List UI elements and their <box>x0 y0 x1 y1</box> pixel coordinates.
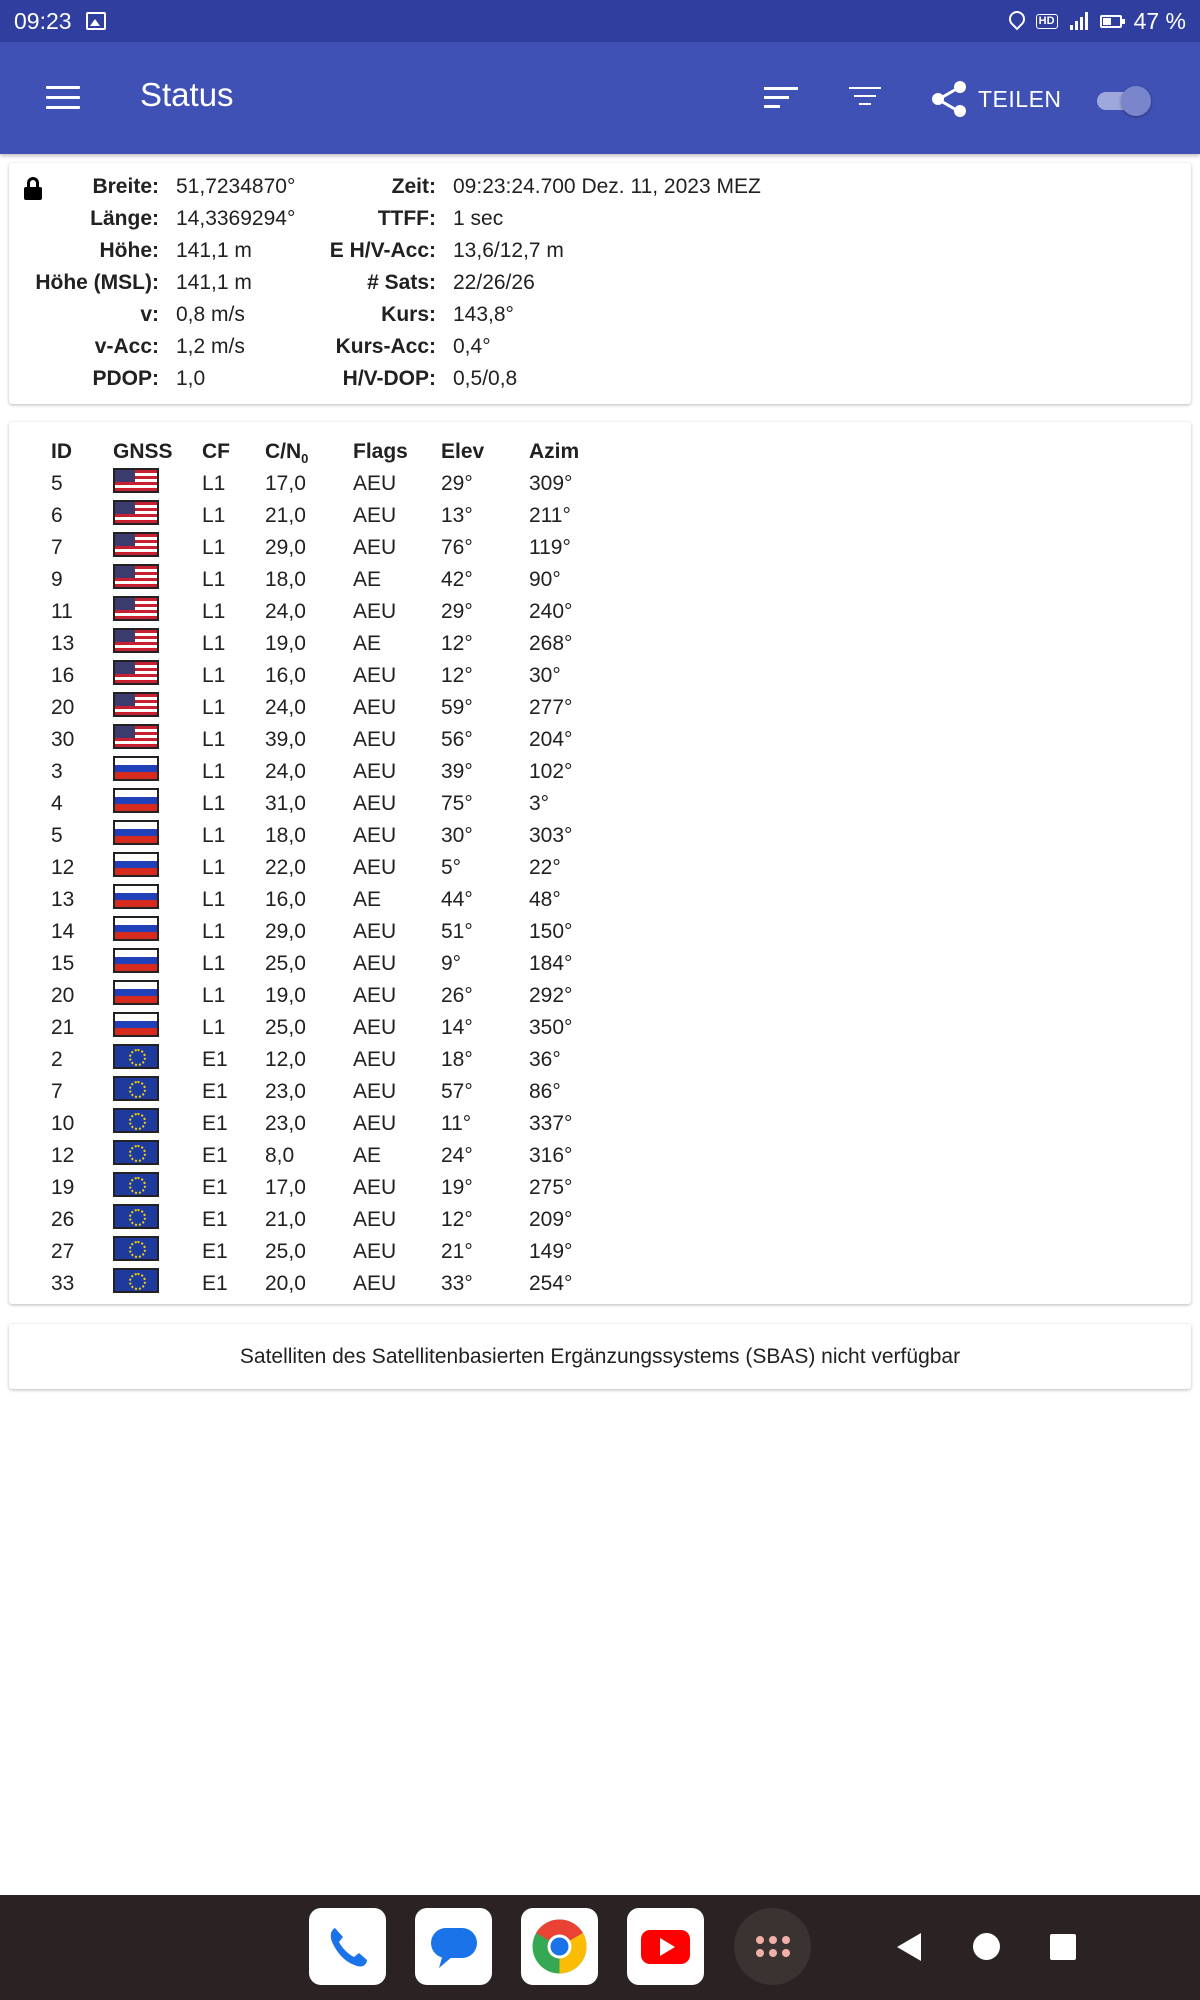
right-label: Kurs: <box>381 303 436 326</box>
cn0-value: 22,0 <box>265 856 306 879</box>
cn0-value: 24,0 <box>265 760 306 783</box>
cn0-value: 16,0 <box>265 888 306 911</box>
elevation-value: 12° <box>441 632 473 655</box>
elevation-value: 29° <box>441 472 473 495</box>
elevation-value: 76° <box>441 536 473 559</box>
right-value: 1 sec <box>453 207 504 230</box>
flags-value: AEU <box>353 536 397 559</box>
usa-flag-icon <box>113 692 159 717</box>
flags-value: AE <box>353 632 382 655</box>
satellite-id: 33 <box>51 1272 75 1295</box>
cn0-value: 23,0 <box>265 1112 306 1135</box>
russia-flag-icon <box>113 788 159 813</box>
elevation-value: 13° <box>441 504 473 527</box>
left-value: 141,1 m <box>176 271 252 294</box>
elevation-value: 57° <box>441 1080 473 1103</box>
phone-app-icon[interactable] <box>309 1908 386 1985</box>
sort-icon[interactable] <box>764 87 798 111</box>
usa-flag-icon <box>113 564 159 589</box>
left-label: v-Acc: <box>94 335 159 358</box>
header-azim[interactable]: Azim <box>529 440 580 463</box>
gps-toggle-switch[interactable] <box>1095 82 1153 116</box>
satellite-id: 2 <box>51 1048 63 1071</box>
cn0-value: 12,0 <box>265 1048 306 1071</box>
satellite-id: 15 <box>51 952 75 975</box>
usa-flag-icon <box>113 532 159 557</box>
usa-flag-icon <box>113 468 159 493</box>
azimuth-value: 119° <box>529 536 571 559</box>
left-value: 141,1 m <box>176 239 252 262</box>
carrier-frequency: L1 <box>202 504 226 527</box>
carrier-frequency: L1 <box>202 472 226 495</box>
azimuth-value: 316° <box>529 1144 573 1167</box>
page-title: Status <box>140 76 234 113</box>
azimuth-value: 36° <box>529 1048 561 1071</box>
cn0-value: 29,0 <box>265 536 306 559</box>
satellite-id: 13 <box>51 888 75 911</box>
satellite-id: 11 <box>51 600 73 623</box>
header-elev[interactable]: Elev <box>441 440 485 463</box>
cn0-value: 17,0 <box>265 472 306 495</box>
elevation-value: 44° <box>441 888 473 911</box>
cn0-value: 19,0 <box>265 984 306 1007</box>
left-label: Länge: <box>90 207 159 230</box>
carrier-frequency: E1 <box>202 1272 228 1295</box>
carrier-frequency: L1 <box>202 952 226 975</box>
header-id[interactable]: ID <box>51 440 72 463</box>
satellite-id: 26 <box>51 1208 75 1231</box>
left-value: 0,8 m/s <box>176 303 245 326</box>
left-label: v: <box>140 303 159 326</box>
elevation-value: 29° <box>441 600 473 623</box>
left-label: PDOP: <box>92 367 159 390</box>
home-icon[interactable] <box>973 1933 1000 1960</box>
eu-flag-icon <box>113 1204 159 1229</box>
azimuth-value: 211° <box>529 504 571 527</box>
elevation-value: 75° <box>441 792 473 815</box>
azimuth-value: 254° <box>529 1272 573 1295</box>
satellite-id: 5 <box>51 472 63 495</box>
share-label: TEILEN <box>978 85 1062 112</box>
eu-flag-icon <box>113 1108 159 1133</box>
usa-flag-icon <box>113 628 159 653</box>
elevation-value: 12° <box>441 1208 473 1231</box>
system-status-bar <box>0 0 1200 42</box>
left-value: 14,3369294° <box>176 207 296 230</box>
flags-value: AE <box>353 1144 382 1167</box>
elevation-value: 42° <box>441 568 473 591</box>
azimuth-value: 3° <box>529 792 550 815</box>
elevation-value: 11° <box>441 1112 472 1135</box>
flags-value: AEU <box>353 600 397 623</box>
cn0-value: 20,0 <box>265 1272 306 1295</box>
right-label: Zeit: <box>391 175 436 198</box>
menu-icon[interactable] <box>46 86 80 110</box>
flags-value: AEU <box>353 1272 397 1295</box>
azimuth-value: 309° <box>529 472 573 495</box>
carrier-frequency: L1 <box>202 920 226 943</box>
satellite-id: 16 <box>51 664 75 687</box>
cn0-value: 17,0 <box>265 1176 306 1199</box>
carrier-frequency: L1 <box>202 664 226 687</box>
flags-value: AEU <box>353 696 397 719</box>
azimuth-value: 275° <box>529 1176 573 1199</box>
elevation-value: 51° <box>441 920 473 943</box>
sbas-message: Satelliten des Satellitenbasierten Ergänzungssystems (SBAS) nicht verfügbar <box>239 1344 961 1368</box>
cn0-value: 18,0 <box>265 824 306 847</box>
eu-flag-icon <box>113 1268 159 1293</box>
right-label: H/V-DOP: <box>342 367 436 390</box>
carrier-frequency: L1 <box>202 600 226 623</box>
carrier-frequency: L1 <box>202 888 226 911</box>
flags-value: AEU <box>353 824 397 847</box>
elevation-value: 12° <box>441 664 473 687</box>
elevation-value: 14° <box>441 1016 473 1039</box>
recents-icon[interactable] <box>1050 1934 1076 1960</box>
location-icon <box>1008 11 1024 31</box>
satellite-id: 9 <box>51 568 63 591</box>
chrome-app-icon[interactable] <box>521 1908 598 1985</box>
filter-icon[interactable] <box>849 87 881 111</box>
russia-flag-icon <box>113 916 159 941</box>
elevation-value: 18° <box>441 1048 473 1071</box>
elevation-value: 24° <box>441 1144 473 1167</box>
image-notification-icon <box>86 12 106 30</box>
cn0-value: 39,0 <box>265 728 306 751</box>
satellite-id: 12 <box>51 856 75 879</box>
russia-flag-icon <box>113 820 159 845</box>
azimuth-value: 204° <box>529 728 573 751</box>
elevation-value: 59° <box>441 696 473 719</box>
elevation-value: 26° <box>441 984 473 1007</box>
satellite-id: 10 <box>51 1112 75 1135</box>
eu-flag-icon <box>113 1076 159 1101</box>
flags-value: AEU <box>353 984 397 1007</box>
flags-value: AEU <box>353 728 397 751</box>
carrier-frequency: L1 <box>202 728 226 751</box>
azimuth-value: 22° <box>529 856 561 879</box>
right-label: E H/V-Acc: <box>329 239 436 262</box>
usa-flag-icon <box>113 660 159 685</box>
cn0-value: 25,0 <box>265 1016 306 1039</box>
header-gnss[interactable]: GNSS <box>113 440 173 463</box>
carrier-frequency: E1 <box>202 1144 228 1167</box>
azimuth-value: 102° <box>529 760 573 783</box>
flags-value: AE <box>353 568 382 591</box>
carrier-frequency: E1 <box>202 1080 228 1103</box>
youtube-app-icon[interactable] <box>627 1908 704 1985</box>
header-cn0[interactable]: $C/N_0$ <box>265 440 309 467</box>
satellite-id: 3 <box>51 760 63 783</box>
carrier-frequency: L1 <box>202 568 226 591</box>
left-label: Breite: <box>92 175 159 198</box>
left-label: Höhe: <box>99 239 159 262</box>
satellite-id: 20 <box>51 696 75 719</box>
left-value: 1,0 <box>176 367 206 390</box>
flags-value: AEU <box>353 1016 397 1039</box>
satellite-id: 19 <box>51 1176 75 1199</box>
eu-flag-icon <box>113 1044 159 1069</box>
left-value: 51,7234870° <box>176 175 296 198</box>
elevation-value: 19° <box>441 1176 473 1199</box>
flags-value: AEU <box>353 1208 397 1231</box>
russia-flag-icon <box>113 852 159 877</box>
eu-flag-icon <box>113 1140 159 1165</box>
satellite-id: 21 <box>51 1016 75 1039</box>
azimuth-value: 277° <box>529 696 573 719</box>
carrier-frequency: E1 <box>202 1176 228 1199</box>
azimuth-value: 337° <box>529 1112 573 1135</box>
elevation-value: 9° <box>441 952 462 975</box>
elevation-value: 5° <box>441 856 462 879</box>
russia-flag-icon <box>113 1012 159 1037</box>
satellite-id: 20 <box>51 984 75 1007</box>
azimuth-value: 303° <box>529 824 573 847</box>
clock: 09:23 <box>14 7 72 34</box>
cn0-value: 25,0 <box>265 1240 306 1263</box>
flags-value: AEU <box>353 1080 397 1103</box>
cn0-value: 23,0 <box>265 1080 306 1103</box>
satellite-id: 27 <box>51 1240 75 1263</box>
usa-flag-icon <box>113 500 159 525</box>
azimuth-value: 150° <box>529 920 573 943</box>
azimuth-value: 350° <box>529 1016 573 1039</box>
flags-value: AEU <box>353 664 397 687</box>
carrier-frequency: L1 <box>202 1016 226 1039</box>
azimuth-value: 240° <box>529 600 573 623</box>
azimuth-value: 184° <box>529 952 573 975</box>
battery-percent: 47 % <box>1133 7 1186 34</box>
azimuth-value: 268° <box>529 632 573 655</box>
flags-value: AEU <box>353 1112 397 1135</box>
azimuth-value: 292° <box>529 984 573 1007</box>
cn0-value: 18,0 <box>265 568 306 591</box>
signal-icon <box>1070 12 1088 30</box>
satellite-id: 5 <box>51 824 63 847</box>
cn0-value: 24,0 <box>265 600 306 623</box>
carrier-frequency: L1 <box>202 856 226 879</box>
usa-flag-icon <box>113 596 159 621</box>
right-label: TTFF: <box>377 207 436 230</box>
satellite-id: 12 <box>51 1144 75 1167</box>
battery-icon <box>1100 15 1122 28</box>
flags-value: AEU <box>353 1240 397 1263</box>
flags-value: AEU <box>353 760 397 783</box>
right-value: 143,8° <box>453 303 514 326</box>
flags-value: AEU <box>353 1176 397 1199</box>
elevation-value: 56° <box>441 728 473 751</box>
cn0-value: 21,0 <box>265 1208 306 1231</box>
satellite-id: 13 <box>51 632 75 655</box>
eu-flag-icon <box>113 1236 159 1261</box>
azimuth-value: 149° <box>529 1240 573 1263</box>
flags-value: AEU <box>353 1048 397 1071</box>
satellite-id: 4 <box>51 792 63 815</box>
cn0-value: 29,0 <box>265 920 306 943</box>
flags-value: AEU <box>353 856 397 879</box>
cn0-value: 25,0 <box>265 952 306 975</box>
carrier-frequency: L1 <box>202 696 226 719</box>
left-label: Höhe (MSL): <box>35 271 159 294</box>
share-icon <box>930 79 970 119</box>
carrier-frequency: L1 <box>202 984 226 1007</box>
russia-flag-icon <box>113 948 159 973</box>
share-button[interactable] <box>930 78 1062 120</box>
russia-flag-icon <box>113 884 159 909</box>
position-status-card <box>9 163 1191 404</box>
cn0-value: 16,0 <box>265 664 306 687</box>
carrier-frequency: L1 <box>202 760 226 783</box>
azimuth-value: 90° <box>529 568 561 591</box>
carrier-frequency: L1 <box>202 792 226 815</box>
carrier-frequency: E1 <box>202 1112 228 1135</box>
elevation-value: 33° <box>441 1272 473 1295</box>
azimuth-value: 86° <box>529 1080 561 1103</box>
satellite-id: 7 <box>51 536 63 559</box>
flags-value: AEU <box>353 504 397 527</box>
flags-value: AEU <box>353 792 397 815</box>
flags-value: AEU <box>353 952 397 975</box>
carrier-frequency: L1 <box>202 536 226 559</box>
cn0-value: 24,0 <box>265 696 306 719</box>
cn0-value: 31,0 <box>265 792 306 815</box>
carrier-frequency: E1 <box>202 1208 228 1231</box>
carrier-frequency: E1 <box>202 1240 228 1263</box>
elevation-value: 21° <box>441 1240 473 1263</box>
right-value: 09:23:24.700 Dez. 11, 2023 MEZ <box>453 175 761 198</box>
azimuth-value: 209° <box>529 1208 573 1231</box>
flags-value: AEU <box>353 472 397 495</box>
flags-value: AE <box>353 888 382 911</box>
app-bar <box>0 42 1200 154</box>
header-cf[interactable]: CF <box>202 440 230 463</box>
satellite-list-card <box>9 422 1191 1304</box>
satellite-id: 7 <box>51 1080 63 1103</box>
cn0-value: 21,0 <box>265 504 306 527</box>
right-value: 22/26/26 <box>453 271 535 294</box>
carrier-frequency: E1 <box>202 1048 228 1071</box>
russia-flag-icon <box>113 980 159 1005</box>
hd-voice-icon: HD <box>1036 14 1058 29</box>
eu-flag-icon <box>113 1172 159 1197</box>
carrier-frequency: L1 <box>202 824 226 847</box>
carrier-frequency: L1 <box>202 632 226 655</box>
russia-flag-icon <box>113 756 159 781</box>
header-flags[interactable]: Flags <box>353 440 408 463</box>
usa-flag-icon <box>113 724 159 749</box>
satellite-id: 14 <box>51 920 75 943</box>
satellite-id: 30 <box>51 728 75 751</box>
app-drawer-icon[interactable] <box>734 1908 811 1985</box>
right-label: Kurs-Acc: <box>335 335 436 358</box>
cn0-value: 8,0 <box>265 1144 295 1167</box>
right-value: 13,6/12,7 m <box>453 239 564 262</box>
system-navigation-bar <box>0 1895 1200 2000</box>
elevation-value: 39° <box>441 760 473 783</box>
left-value: 1,2 m/s <box>176 335 245 358</box>
azimuth-value: 30° <box>529 664 561 687</box>
satellite-id: 6 <box>51 504 63 527</box>
flags-value: AEU <box>353 920 397 943</box>
cn0-value: 19,0 <box>265 632 306 655</box>
right-label: # Sats: <box>367 271 436 294</box>
messages-app-icon[interactable] <box>415 1908 492 1985</box>
back-icon[interactable] <box>897 1933 921 1961</box>
sbas-card <box>9 1324 1191 1389</box>
right-value: 0,4° <box>453 335 491 358</box>
elevation-value: 30° <box>441 824 473 847</box>
azimuth-value: 48° <box>529 888 561 911</box>
right-value: 0,5/0,8 <box>453 367 518 390</box>
